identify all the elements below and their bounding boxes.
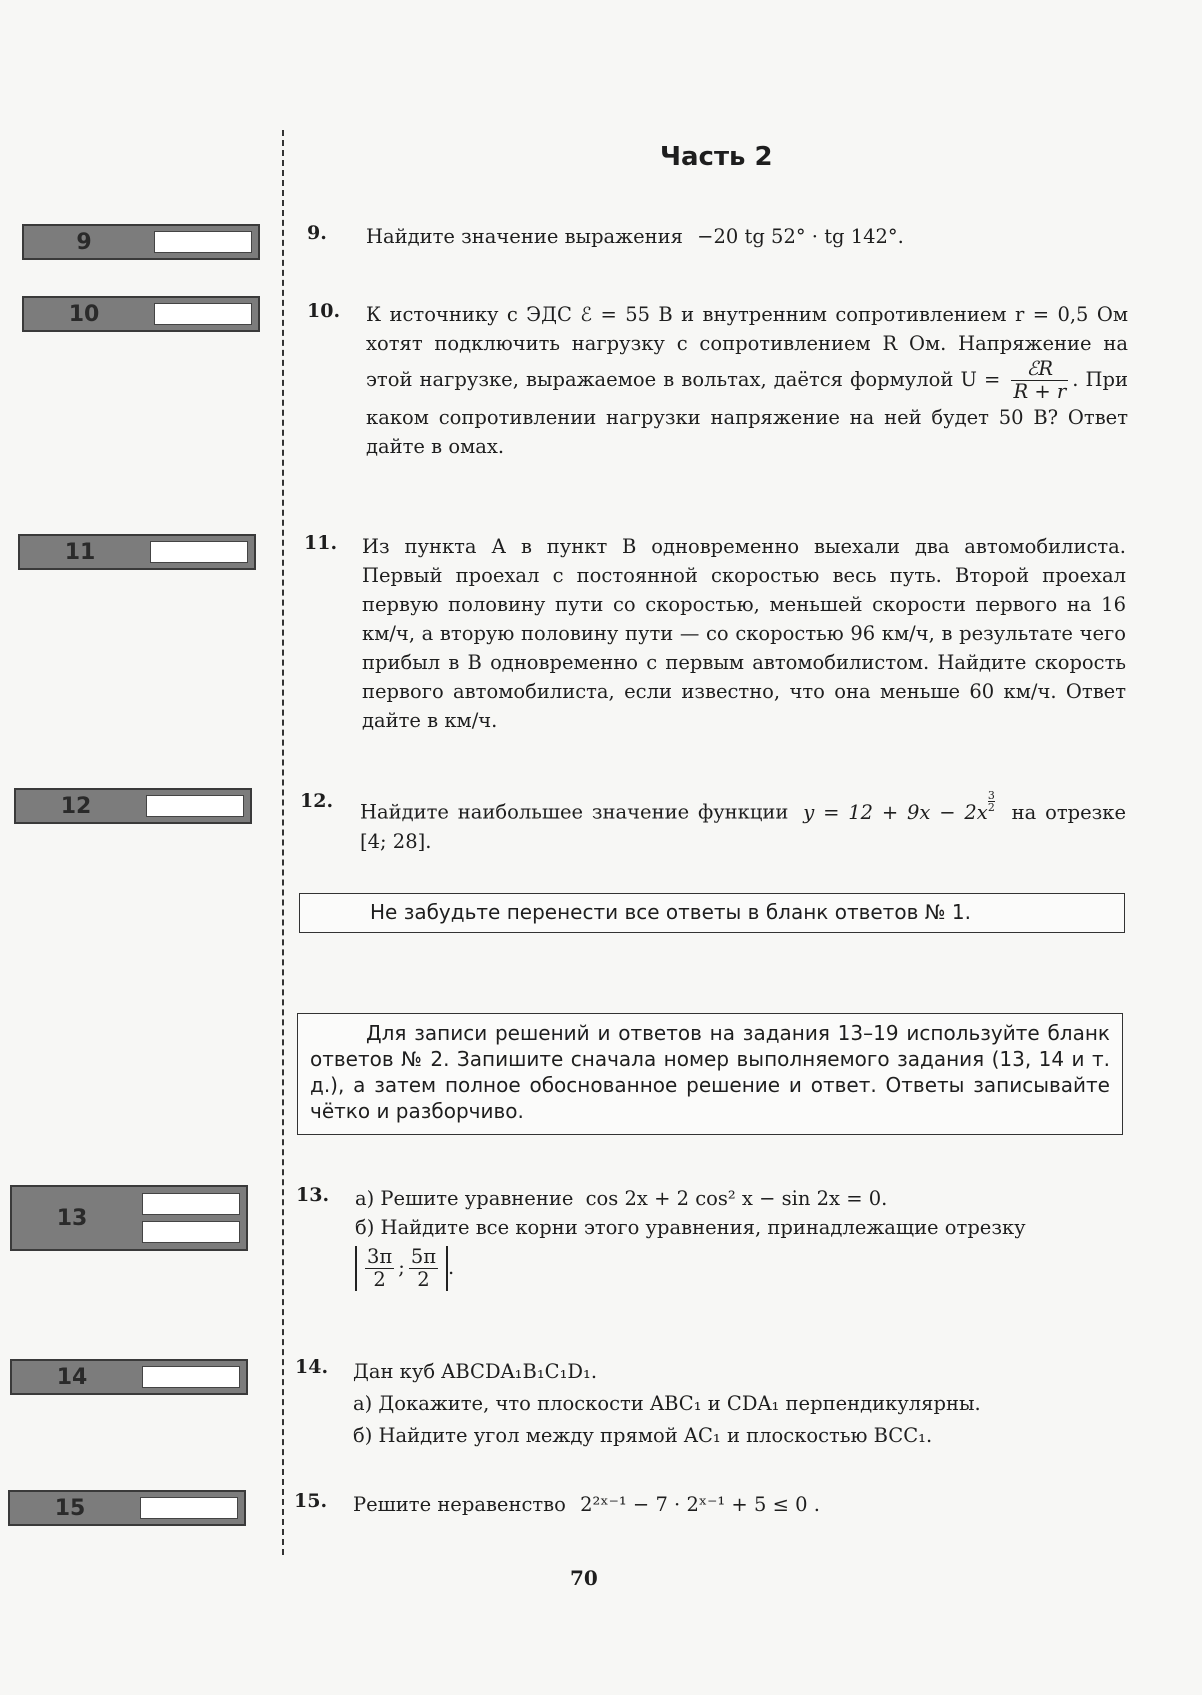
task-number: 14. [295,1356,329,1378]
answer-box-label: 13 [56,1205,88,1231]
task-15 [353,1490,1123,1519]
answer-field[interactable] [154,303,252,325]
task-expression: −20 tg 52° · tg 142°. [697,225,904,248]
task-text: Найдите наибольшее значение функции [360,800,789,824]
task-part-a: а) Докажите, что плоскости ABC₁ и CDA₁ перпендикулярны. [353,1392,981,1415]
function-expression: y = 12 + 9x − 2x [803,800,988,824]
task-part-a [355,1184,1125,1213]
answer-field[interactable] [142,1221,240,1243]
task-number: 10. [307,300,341,322]
formula-prefix: формулой U = [850,368,1001,391]
exponent-numerator: 3 [987,789,995,802]
answer-box-11 [18,534,256,570]
reminder-note: Не забудьте перенести все ответы в бланк ответов № 1. [299,893,1125,933]
fraction-numerator: ℰR [1026,357,1054,380]
answer-field[interactable] [142,1193,240,1215]
answer-field[interactable] [150,541,248,563]
answer-field[interactable] [154,231,252,253]
answer-box-label: 9 [76,229,92,255]
task-number: 12. [300,790,334,812]
fraction [409,1246,438,1291]
task-text: Решите неравенство [353,1493,566,1516]
task-text: Из пункта А в пункт В одновременно выехали два автомобилиста. Первый проехал с постоянной скоростью весь путь. Второй проехал первую половину пути со скоростью, меньшей скорости первого на 16 км/ч, а вторую половину пути — со скоростью 96 км/ч, в результате чего прибыл в В одновременно с первым автомобилистом. Найдите скорость первого автомобилиста, если известно, что она меньше 60 км/ч. Ответ дайте в км/ч. [362,535,1126,732]
task-text: . При каком сопротивлении нагрузки напряжение на ней будет 50 В? Ответ дайте в омах. [366,368,1129,458]
answer-box-14 [10,1359,248,1395]
fraction-denominator: 2 [365,1268,394,1291]
answer-box-label: 10 [68,301,100,327]
task-9 [366,222,1136,251]
task-text: на отрезке [4; 28]. [360,800,1126,853]
answer-field[interactable] [142,1366,240,1388]
part-title: Часть 2 [660,142,773,172]
page-number: 70 [570,1566,598,1590]
equation: cos 2x + 2 cos² x − sin 2x = 0. [585,1187,888,1210]
task-number: 11. [304,532,338,554]
fraction-denominator: R + r [1013,380,1067,403]
exponent [988,790,995,813]
task-11 [362,532,1126,735]
task-10 [366,300,1128,461]
exponent-denominator: 2 [987,801,995,814]
task-13 [355,1184,1125,1291]
answer-box-12 [14,788,252,824]
fraction-numerator: 3π [367,1245,393,1268]
answer-box-label: 11 [64,539,96,565]
task-part-b: б) Найдите угол между прямой AC₁ и плоскостью BCC₁. [353,1424,933,1447]
interval: $\frac{3\pi}{2}$ ; $\frac{5\pi}{2}$ . [355,1246,1125,1291]
answer-box-label: 15 [54,1495,86,1521]
task-text: Найдите значение выражения [366,225,683,248]
answer-field[interactable] [146,795,244,817]
task-number: 13. [296,1184,330,1206]
task-part-b: б) Найдите все корни этого уравнения, принадлежащие отрезку [355,1216,1026,1239]
cut-line [282,130,284,1555]
task-number: 9. [307,222,327,244]
task-text: а) Решите уравнение [355,1187,574,1210]
answer-box-label: 14 [56,1364,88,1390]
fraction-denominator: 2 [409,1268,438,1291]
answer-box-15 [8,1490,246,1526]
answer-box-label: 12 [60,793,92,819]
answer-box-10 [22,296,260,332]
answer-field[interactable] [140,1497,238,1519]
task-text: Дан куб ABCDA₁B₁C₁D₁. [353,1360,598,1383]
task-number: 15. [294,1490,328,1512]
fraction [1011,358,1068,403]
task-14 [353,1356,1123,1452]
fraction [365,1246,394,1291]
task-12 [360,790,1126,856]
task-text: К источнику с ЭДС ℰ = 55 В и внутренним сопротивлением r = 0,5 Ом хотят подключить нагрузку с сопротивлением R Ом. Напряжение на этой нагрузке, выражаемое в вольтах, даётся [366,303,1128,391]
answer-box-13 [10,1185,248,1251]
answer-box-9 [22,224,260,260]
instruction-note: Для записи решений и ответов на задания 13–19 используйте бланк ответов № 2. Запишите сначала номер выполняемого задания (13, 14 и т. д.), а затем полное обоснованное решение и ответ. Ответы записывайте чётко и разборчиво. [297,1013,1123,1135]
fraction-numerator: 5π [410,1245,437,1268]
interval-brackets: $\frac{3\pi}{2}$ ; $\frac{5\pi}{2}$ [355,1246,448,1291]
inequality: 2²ˣ⁻¹ − 7 · 2ˣ⁻¹ + 5 ≤ 0 . [580,1493,820,1516]
